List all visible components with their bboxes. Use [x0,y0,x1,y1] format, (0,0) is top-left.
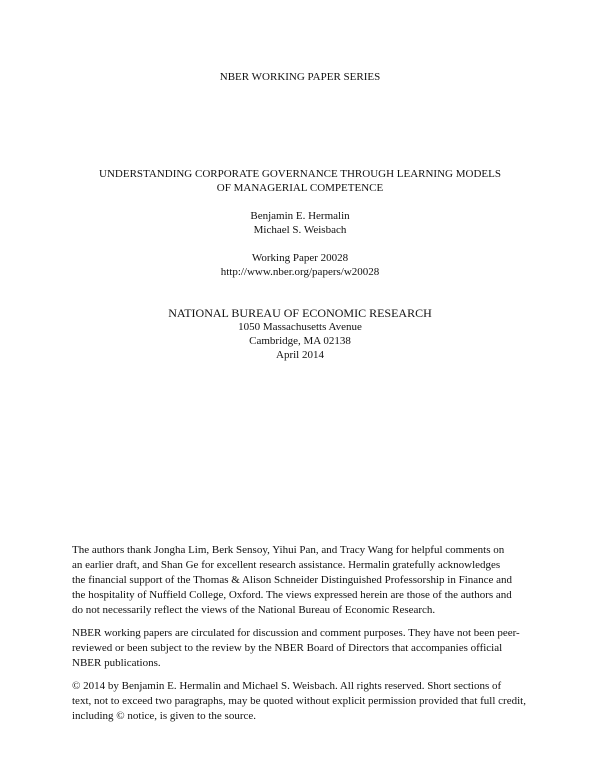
publication-date: April 2014 [276,349,324,361]
author-list [0,209,600,237]
author-name: Benjamin E. Hermalin [250,210,350,222]
paper-title-line: UNDERSTANDING CORPORATE GOVERNANCE THROUGH LEARNING MODELS [99,168,501,180]
acknowledgments-paragraph [72,543,548,618]
disclaimer-line: reviewed or been subject to the review by the NBER Board of Directors that accompanies official [72,642,503,654]
copyright-paragraph [72,679,548,724]
paper-title [0,167,600,195]
institution-name: NATIONAL BUREAU OF ECONOMIC RESEARCH [168,306,432,320]
working-paper-number: Working Paper 20028 [251,252,349,264]
copyright-line: © 2014 by Benjamin E. Hermalin and Michael S. Weisbach. All rights reserved. Short sections of [72,680,502,692]
institution-address-street: 1050 Massachusetts Avenue [238,321,362,333]
institution-address-city: Cambridge, MA 02138 [249,335,351,347]
author-name: Michael S. Weisbach [253,224,347,236]
acknowledgments-line: an earlier draft, and Shan Ge for excellent research assistance. Hermalin gratefully acknowledges [72,559,501,571]
working-paper-info [0,251,600,279]
disclaimer-line: NBER publications. [72,657,161,669]
disclaimer-paragraph [72,626,548,671]
acknowledgments-line: the financial support of the Thomas & Alison Schneider Distinguished Professorship in Finance and [72,574,513,586]
institution-block [0,306,600,362]
paper-title-line: OF MANAGERIAL COMPETENCE [216,182,384,194]
paper-url: http://www.nber.org/papers/w20028 [220,266,380,278]
copyright-line: text, not to exceed two paragraphs, may be quoted without explicit permission provided that full credit, [72,695,526,707]
copyright-line: including © notice, is given to the source. [72,710,257,722]
acknowledgments-line: the hospitality of Nuffield College, Oxford. The views expressed herein are those of the authors and [72,589,512,601]
disclaimer-line: NBER working papers are circulated for discussion and comment purposes. They have not been peer- [72,627,520,639]
acknowledgments-line: The authors thank Jongha Lim, Berk Sensoy, Yihui Pan, and Tracy Wang for helpful comments on [72,544,505,556]
series-title: NBER WORKING PAPER SERIES [219,71,381,83]
acknowledgments-line: do not necessarily reflect the views of the National Bureau of Economic Research. [72,604,436,616]
